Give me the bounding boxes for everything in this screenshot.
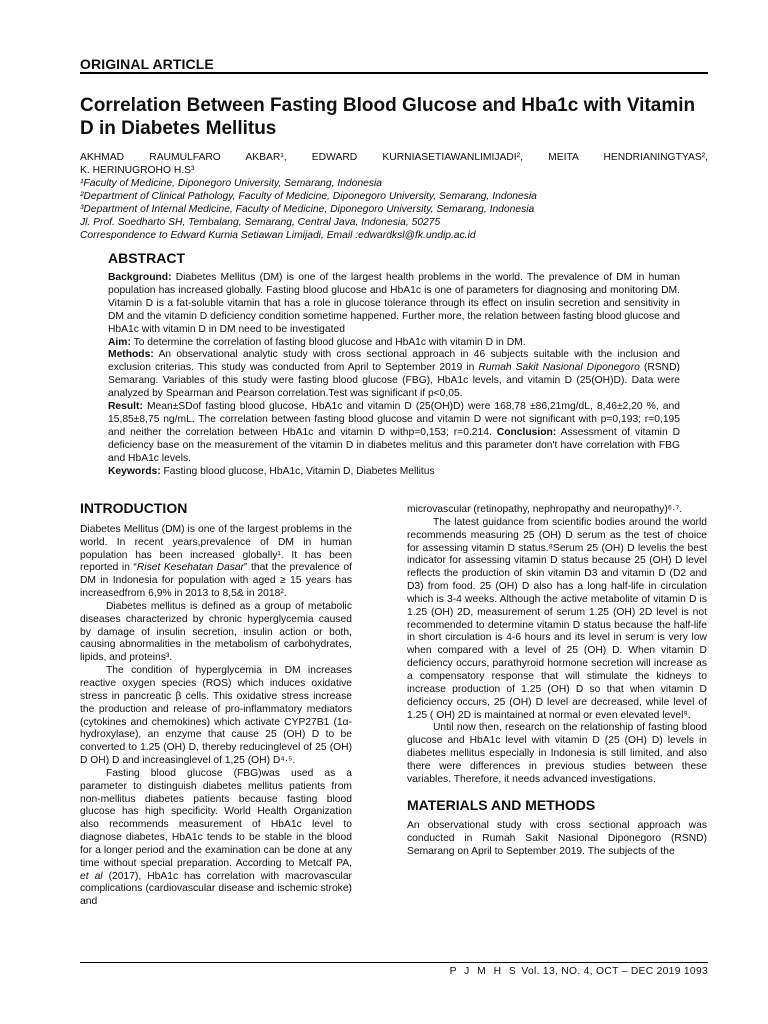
left-column bbox=[80, 502, 352, 909]
methods-paragraph-1: An observational study with cross sectional approach was conducted in Rumah Sakit Nasional Diponegoro (RSND) Semarang on April to September 2019. The subjects of the bbox=[407, 820, 707, 858]
result-text: Mean±SDof fasting blood glucose, HbA1c and vitamin D (25(OH)D) were 168,78 ±86,21mg/dL, 8,46±2,20 %, and 15,85±8,75 ng/mL. The correlation between fasting blood glucose and vitamin D were not significant with p=0,193; r=0,195 and neither the correlation between HbA1c and vitamin D withp=0,153; r=0.214. bbox=[108, 401, 680, 438]
intro-paragraph-3: The condition of hyperglycemia in DM increases reactive oxygen species (ROS) which induces oxidative stress in pancreatic β cells. This oxidative stress increase the production and release of pro-inflammatory mediators (cytokines and chemokines) which activate CYP27B1 (1α-hydroxylase), an enzyme that cause 25 (OH) D to be converted to 1.25 (OH) D, thereby reducinglevel of 25 (OH) D OH) D and increasinglevel of 1,25 (OH) D⁴·⁵. bbox=[80, 665, 352, 767]
keywords-text: Fasting blood glucose, HbA1c, Vitamin D, Diabetes Mellitus bbox=[160, 465, 435, 477]
right-column bbox=[407, 504, 707, 859]
intro-p4-text-a: Fasting blood glucose (FBG)was used as a parameter to distinguish diabetes mellitus patients from non-mellitus diabetes patients because fasting blood glucose has high specificity. World Health Organization also recommends measurement of HbA1c level to diagnose diabetes, HbA1c tends to be stable in the blood for a longer period and the examination can be done at any time without special preparation. According to Metcalf PA, bbox=[80, 767, 352, 869]
aim-text: To determine the correlation of fasting blood glucose and HbA1c with vitamin D in DM. bbox=[130, 336, 526, 348]
introduction-heading: INTRODUCTION bbox=[80, 500, 188, 516]
intro-p4-italic: et al bbox=[80, 870, 103, 882]
intro-p1-italic: Riset Kesehatan Dasar bbox=[136, 562, 245, 574]
conclusion-label: Conclusion: bbox=[496, 426, 557, 438]
methods-label: Methods: bbox=[108, 349, 154, 361]
background-text: Diabetes Mellitus (DM) is one of the largest health problems in the world. The prevalence of DM in human population has increased globally. Fasting blood glucose and HbA1c is one of parameters for diagnosing and monitoring DM. Vitamin D is a fat-soluble vitamin that has a role in glucose tolerance through its effect on insulin secretion and sensitivity in DM and the vitamin D deficiency condition sometime happened. Further more, the relation between fasting blood glucose and HbA1c with vitamin D in DM need to be investigated bbox=[108, 272, 680, 335]
result-label: Result: bbox=[108, 401, 143, 413]
author-names-line1: AKHMAD RAUMULFARO AKBAR¹, EDWARD KURNIASETIAWANLIMIJADI², MEITA HENDRIANINGTYAS², bbox=[80, 152, 708, 163]
page-footer bbox=[450, 966, 708, 977]
correspondence-line: Correspondence to Edward Kurnia Setiawan Limijadi, Email :edwardksl@fk.undip.ac.id bbox=[80, 230, 476, 241]
abstract-aim bbox=[108, 337, 680, 350]
journal-abbreviation: P J M H S bbox=[449, 966, 519, 977]
article-type-label: ORIGINAL ARTICLE bbox=[80, 56, 214, 72]
intro-paragraph-6: The latest guidance from scientific bodies around the world recommends measuring 25 (OH) D serum as the test of choice for assessing vitamin D status.⁸Serum 25 (OH) D levelis the best indicator for assessing vitamin D status because 25 (OH) D level reflects the production of skin vitamin D3 and vitamin D (D2 and D3) from food. 25 (OH) D also has a long half-life in circulation which is 3-4 weeks. Although the active metabolite of vitamin D is 1.25 (OH) 2D, measurement of serum 1.25 (OH) 2D level is not recommended to determine vitamin D status because the half-life in short circulation is 4-6 hours and its level in serum is very low when compared with a level of 25 (OH) D. When vitamin D deficiency occurs, parathyroid hormone secretion will increase as a compensatory response that will stimulate the kidneys to increase production of 1.25 (OH) D so that when vitamin D deficiency occurs, 25 (OH) D level are decreased, while level of 1.25 ( OH) 2D is maintained at normal or even elevated level⁹. bbox=[407, 516, 707, 721]
header-rule bbox=[80, 72, 708, 74]
intro-paragraph-5: microvascular (retinopathy, nephropathy and neuropathy)⁶·⁷. bbox=[407, 504, 683, 515]
abstract-heading: ABSTRACT bbox=[108, 250, 185, 266]
abstract-body bbox=[108, 272, 680, 479]
abstract-background bbox=[108, 272, 680, 337]
intro-p1-text-a: Diabetes Mellitus (DM) is one of the largest problems in the world. In recent years,prevalence of DM in human population has been increased globally¹. It has been reported in “ bbox=[80, 523, 352, 574]
background-label: Background: bbox=[108, 272, 172, 283]
abstract-methods bbox=[108, 349, 680, 401]
aim-label: Aim: bbox=[108, 336, 131, 348]
keywords-label: Keywords: bbox=[108, 465, 161, 477]
intro-paragraph-4 bbox=[80, 768, 352, 909]
intro-p1-text-b: ” that the prevalence of DM in Indonesia for population with aged ≥ 15 years has increasedfrom 6,9% in 2013 to 8,5& in 2018². bbox=[80, 562, 352, 600]
affiliation-2: ²Department of Clinical Pathology, Faculty of Medicine, Diponegoro University, Semarang, Indonesia bbox=[80, 191, 537, 202]
author-block bbox=[80, 151, 708, 242]
methods-text-a: An observational analytic study with cross sectional approach in 46 subjects suitable with the inclusion and exclusion criterias. This study was conducted from April to September 2019 in bbox=[108, 349, 680, 374]
abstract-result bbox=[108, 401, 680, 466]
intro-paragraph-7: Until now then, research on the relationship of fasting blood glucose and HbA1c level with vitamin D (25 (OH) D) levels in diabetes mellitus especially in Indonesia is still limited, and also there were differences in previous studies between these variables. Therefore, it needs advanced investigations. bbox=[407, 722, 707, 785]
abstract-keywords bbox=[108, 466, 680, 479]
affiliation-3: ³Department of Internal Medicine, Faculty of Medicine, Diponegoro University, Semarang, Indonesia bbox=[80, 204, 535, 215]
footer-rule bbox=[80, 962, 708, 963]
intro-paragraph-1 bbox=[80, 524, 352, 601]
conclusion-text: Assessment of vitamin D deficiency base on the measurement of the vitamin D in diabetes melitus and this parameter don't have correlation with FBG and HbA1c levels. bbox=[108, 426, 681, 464]
author-names-line2: K. HERINUGROHO H.S³ bbox=[80, 165, 195, 176]
affiliation-1: ¹Faculty of Medicine, Diponegoro University, Semarang, Indonesia bbox=[80, 178, 382, 189]
methods-text-b: (RSND) Semarang. Variables of this study were fasting blood glucose (FBG), HbA1c levels, and vitamin D (25(OH)D). Data were analyzed by Spearman and Pearson correlation.Test was significant if p<0,05. bbox=[108, 362, 680, 400]
methods-heading: MATERIALS AND METHODS bbox=[407, 796, 596, 813]
volume-issue-page: Vol. 13, NO. 4, OCT – DEC 2019 1093 bbox=[518, 966, 708, 977]
intro-paragraph-2: Diabetes mellitus is defined as a group of metabolic diseases characterized by chronic hyperglycemia caused by damage of insulin secretion, insulin action or both, causing abnormalities in the metabolism of carbohydrates, lipids, and proteins³. bbox=[80, 600, 352, 664]
methods-italic: Rumah Sakit Nasional Diponegoro bbox=[478, 362, 640, 374]
address-line: Jl. Prof. Soedharto SH, Tembalang, Semarang, Central Java, Indonesia, 50275 bbox=[80, 217, 441, 228]
intro-p4-text-b: (2017), HbA1c has correlation with macrovascular complications (cardiovascular disease and ischemic stroke) and bbox=[80, 870, 352, 908]
article-title: Correlation Between Fasting Blood Glucose and Hba1c with Vitamin D in Diabetes Mellitus bbox=[80, 95, 696, 139]
